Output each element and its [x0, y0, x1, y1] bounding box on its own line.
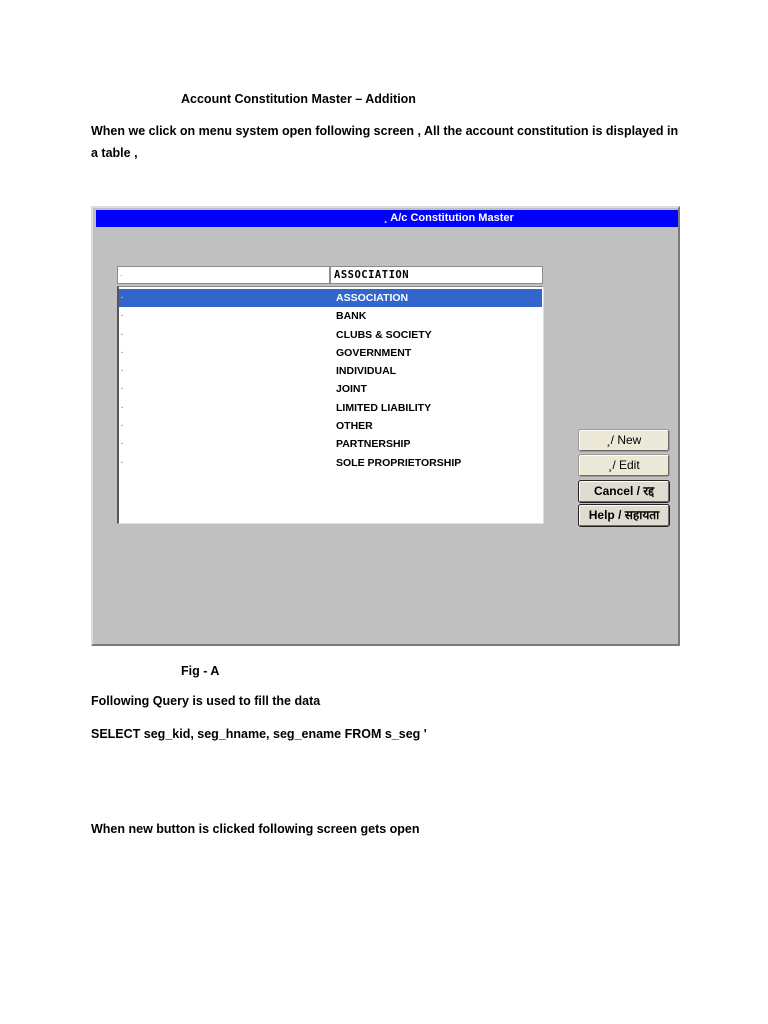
edit-button[interactable]: ¸/ Edit	[579, 455, 669, 476]
list-item[interactable]: · PARTNERSHIP	[121, 438, 411, 451]
list-item[interactable]: · CLUBS & SOCIETY	[121, 328, 432, 341]
list-item[interactable]: · GOVERNMENT	[121, 346, 412, 359]
closing-sentence: When new button is clicked following screen gets open	[91, 822, 420, 836]
list-item[interactable]: · ASSOCIATION	[119, 289, 542, 307]
search-english-field[interactable]: ASSOCIATION	[330, 266, 543, 284]
account-constitution-window	[91, 206, 680, 646]
cancel-button[interactable]: Cancel / रद्द	[579, 481, 669, 502]
window-title: ¸ A/c Constitution Master	[384, 212, 514, 224]
query-label: Following Query is used to fill the data	[91, 694, 321, 708]
list-item[interactable]: · INDIVIDUAL	[121, 365, 397, 378]
document-heading: Account Constitution Master – Addition	[181, 92, 416, 106]
list-item[interactable]: · BANK	[121, 310, 367, 323]
figure-caption: Fig - A	[181, 664, 220, 678]
list-item[interactable]: · JOINT	[121, 383, 367, 396]
title-bar	[96, 210, 678, 227]
sql-query: SELECT seg_kid, seg_hname, seg_ename FROM s_seg '	[91, 727, 427, 741]
list-item[interactable]: · OTHER	[121, 420, 373, 433]
new-button[interactable]: ¸/ New	[579, 430, 669, 451]
list-item[interactable]: · LIMITED LIABILITY	[121, 401, 432, 414]
search-hindi-field[interactable]: ·	[117, 266, 330, 284]
help-button[interactable]: Help / सहायता	[579, 505, 669, 526]
intro-paragraph: When we click on menu system open following screen , All the account constitution is displayed in a table ,	[91, 124, 679, 160]
constitution-list[interactable]	[117, 286, 544, 524]
list-item[interactable]: · SOLE PROPRIETORSHIP	[121, 456, 462, 469]
